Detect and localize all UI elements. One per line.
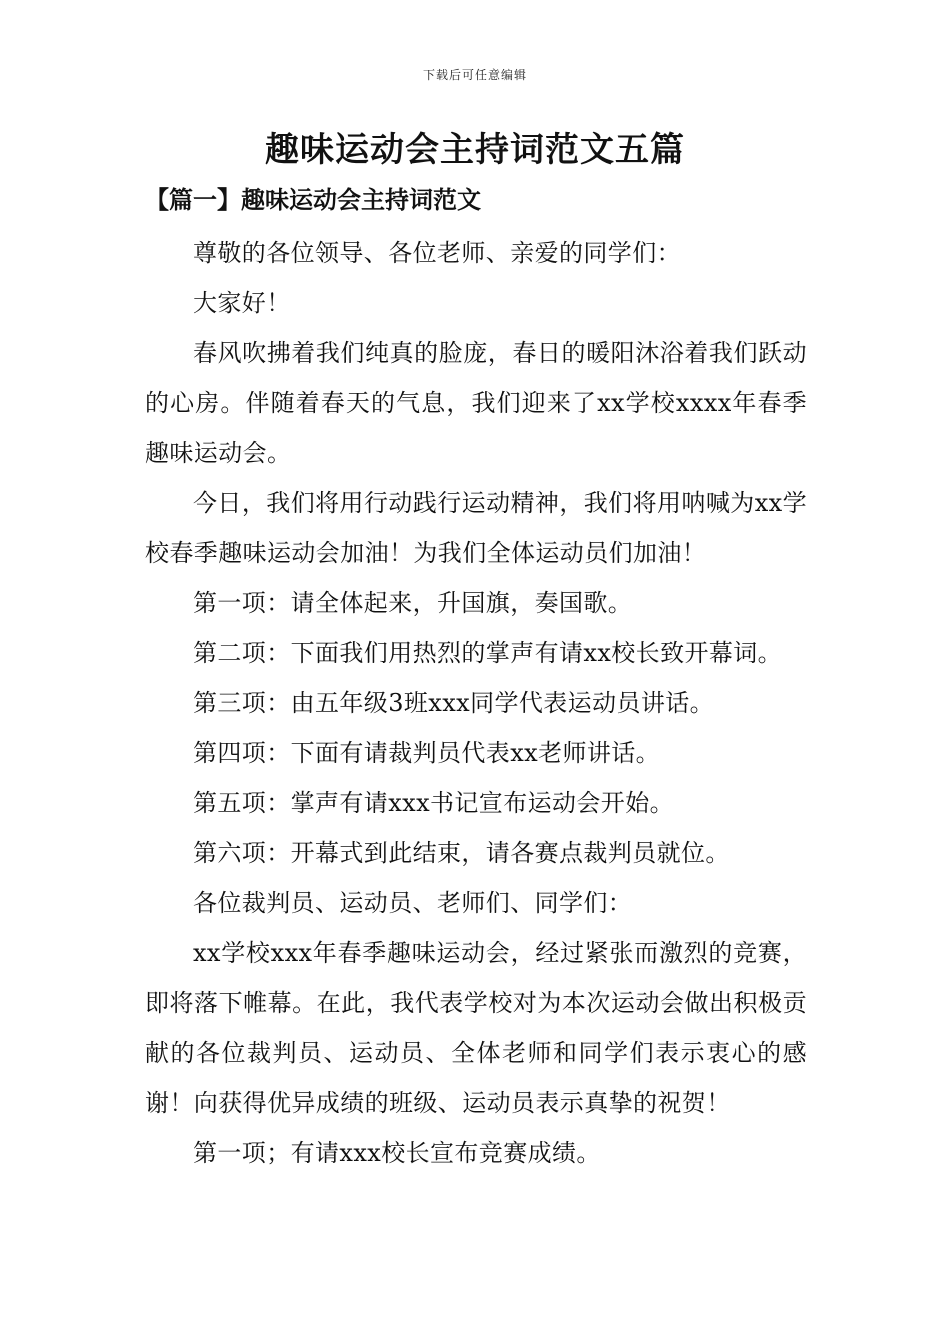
paragraph: xx学校xxx年春季趣味运动会，经过紧张而激烈的竞赛，即将落下帷幕。在此，我代表学校对为本次运动会做出积极贡献的各位裁判员、运动员、全体老师和同学们表示衷心的感谢！向获得优异成绩的班级、运动员表示真挚的祝贺！ [145,939,807,1117]
paragraph: 今日，我们将用行动践行运动精神，我们将用呐喊为xx学校春季趣味运动会加油！为我们全体运动员们加油！ [145,489,807,567]
section-heading: 【篇一】趣味运动会主持词范文 [145,185,481,214]
paragraph: 第六项：开幕式到此结束，请各赛点裁判员就位。 [193,839,730,867]
paragraph: 第五项：掌声有请xxx书记宣布运动会开始。 [193,789,675,817]
document-title: 趣味运动会主持词范文五篇 [265,130,685,170]
paragraph: 尊敬的各位领导、各位老师、亲爱的同学们： [193,239,681,267]
paragraph: 大家好！ [193,289,291,317]
paragraph: 各位裁判员、运动员、老师们、同学们： [193,889,633,917]
paragraph: 第四项：下面有请裁判员代表xx老师讲话。 [193,739,661,767]
paragraph: 第一项：请全体起来，升国旗，奏国歌。 [193,589,633,617]
paragraph: 第三项：由五年级3班xxx同学代表运动员讲话。 [193,689,715,717]
header-note: 下载后可任意编辑 [422,68,527,82]
document-body [145,228,807,1178]
paragraph: 春风吹拂着我们纯真的脸庞，春日的暖阳沐浴着我们跃动的心房。伴随着春天的气息，我们迎来了xx学校xxxx年春季趣味运动会。 [145,339,807,467]
paragraph: 第二项：下面我们用热烈的掌声有请xx校长致开幕词。 [193,639,783,667]
paragraph: 第一项；有请xxx校长宣布竞赛成绩。 [193,1139,601,1167]
